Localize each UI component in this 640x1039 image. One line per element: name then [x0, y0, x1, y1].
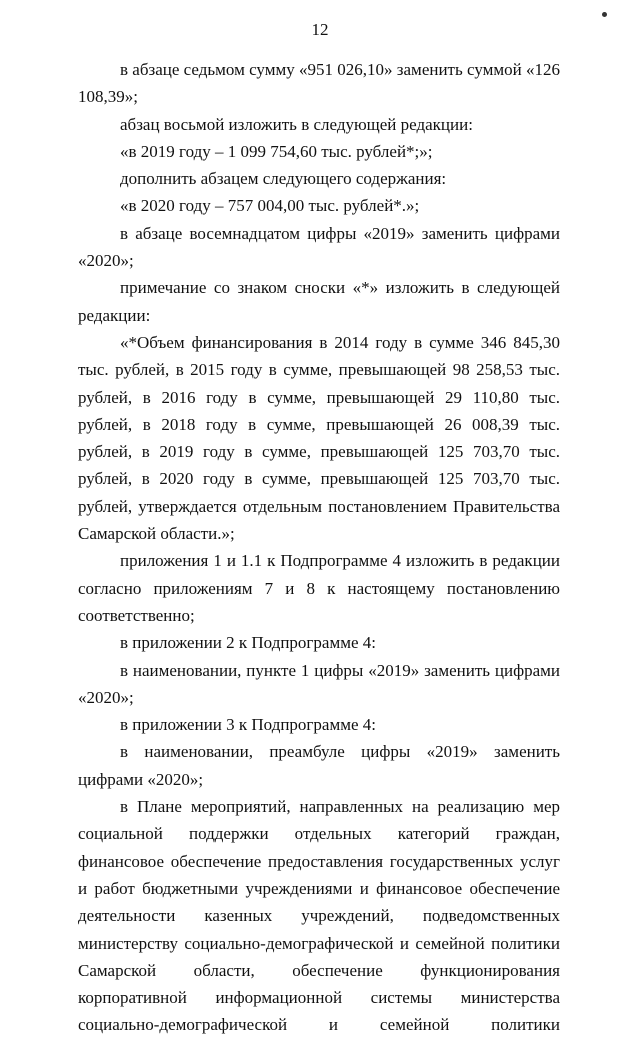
paragraph-10: в приложении 2 к Подпрограмме 4: [120, 633, 376, 653]
paragraph-1: в абзаце седьмом сумму «951 026,10» заменить суммой «126 108,39»; [78, 60, 560, 107]
page-number: 12 [311, 20, 329, 39]
paragraph-8: «*Объем финансирования в 2014 году в сумме 346 845,30 тыс. рублей, в 2015 году в сумме, превышающей 98 258,53 тыс. рублей, в 2016 году в сумме, превышающей 29 110,80 тыс. рублей, в 2018 году в сумме, превышающей 26 008,39 тыс. рублей, в 2019 году в сумме, превышающей 125 703,70 тыс. рублей, в 2020 году в сумме, превышающей 125 703,70 тыс. рублей, утверждается отдельным постановлением Правительства Самарской области.»; [78, 332, 560, 544]
paragraph-5: «в 2020 году – 757 004,00 тыс. рублей*.»; [120, 196, 420, 216]
scan-dot [602, 12, 607, 17]
document-body [78, 56, 560, 1039]
paragraph-2: абзац восьмой изложить в следующей редакции: [120, 114, 473, 134]
paragraph-3: «в 2019 году – 1 099 754,60 тыс. рублей*;»; [120, 141, 433, 161]
paragraph-7: примечание со знаком сноски «*» изложить в следующей редакции: [78, 278, 560, 325]
paragraph-9: приложения 1 и 1.1 к Подпрограмме 4 изложить в редакции согласно приложениям 7 и 8 к настоящему постановлению соответственно; [78, 551, 560, 625]
paragraph-6: в абзаце восемнадцатом цифры «2019» заменить цифрами «2020»; [78, 223, 560, 271]
paragraph-12: в приложении 3 к Подпрограмме 4: [120, 715, 376, 735]
paragraph-11: в наименовании, пункте 1 цифры «2019» заменить цифрами «2020»; [78, 660, 560, 707]
paragraph-4: дополнить абзацем следующего содержания: [120, 169, 447, 189]
paragraph-13: в наименовании, преамбуле цифры «2019» заменить цифрами «2020»; [78, 742, 560, 789]
paragraph-14: в Плане мероприятий, направленных на реализацию мер социальной поддержки отдельных категорий граждан, финансовое обеспечение предоставления государственных услуг и работ бюджетными учреждениями и финансовое обеспечение деятельности казенных учреждений, подведомственных министерству социально-демографической и семейной политики Самарской области, обеспечение функционирования корпоративной информационной системы министерства социально-демографической и семейной политики [78, 797, 560, 1035]
